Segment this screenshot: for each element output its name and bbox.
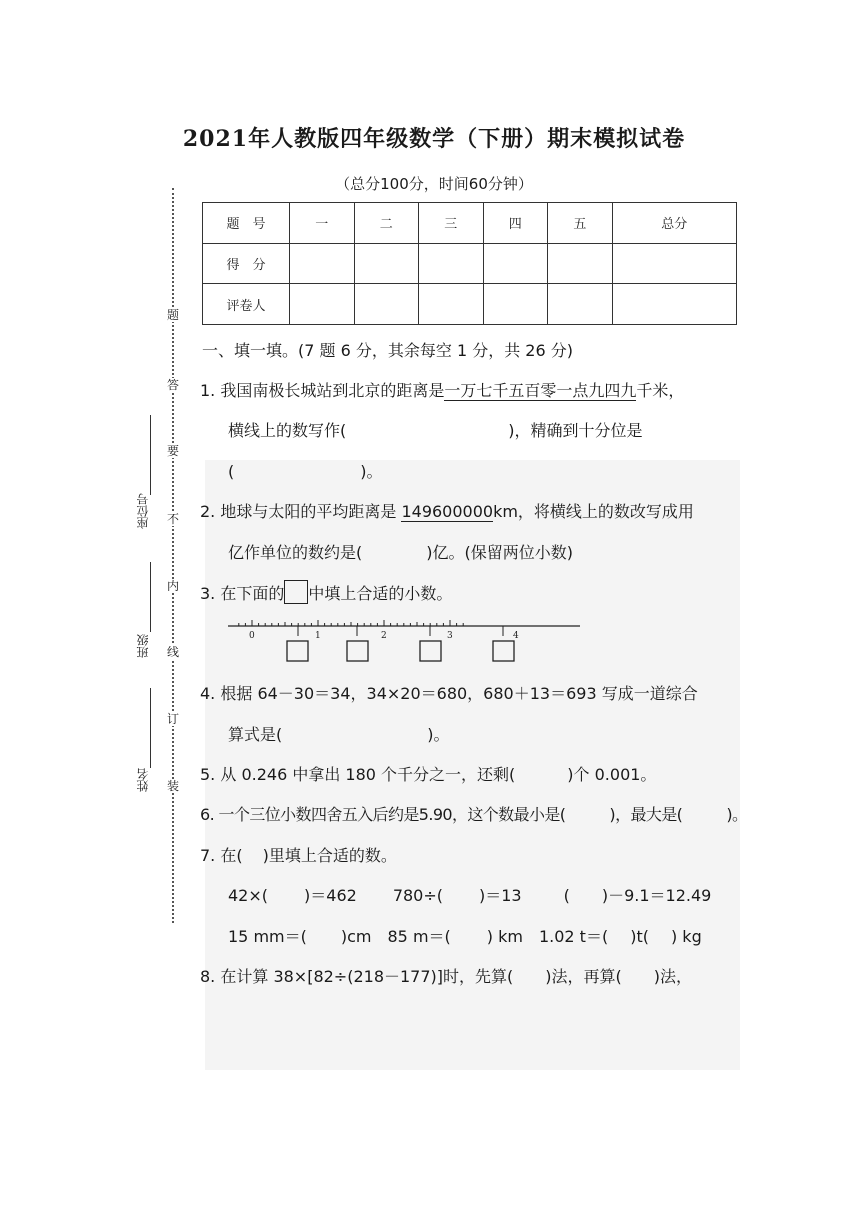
table-cell-header: 四 xyxy=(483,203,548,244)
q8-text-mid: )法，再算( xyxy=(545,967,622,986)
q7-r1c: 780÷( xyxy=(392,886,443,905)
binding-char-6: 线 xyxy=(166,645,179,659)
score-table xyxy=(202,202,737,325)
score-input-cell[interactable] xyxy=(419,243,484,284)
binding-char-4: 不 xyxy=(166,512,179,526)
answer-box-1[interactable] xyxy=(287,641,308,661)
q2-text-end: km，将横线上的数改写成用 xyxy=(493,502,694,521)
table-cell-header: 三 xyxy=(419,203,484,244)
table-cell-header: 一 xyxy=(290,203,355,244)
binding-char-8: 装 xyxy=(166,779,179,793)
name-label: 姓名 xyxy=(136,768,150,792)
page-subtitle: （总分100分，时间60分钟） xyxy=(335,175,533,193)
q7-r1d: )＝13 xyxy=(479,886,522,905)
q7-r1f: )－9.1＝12.49 xyxy=(601,886,712,905)
q7-r1e: ( xyxy=(563,886,570,905)
class-line xyxy=(150,562,151,632)
q1-open-paren: ( xyxy=(228,462,235,481)
question-4: 4. 根据 64－30＝34，34×20＝680，680＋13＝693 写成一道综合 xyxy=(200,684,698,703)
score-input-cell[interactable] xyxy=(354,243,419,284)
binding-dotted-line xyxy=(172,188,174,923)
question-1 xyxy=(200,378,684,401)
binding-char-2: 答 xyxy=(166,378,179,392)
table-row-label: 得 分 xyxy=(203,243,290,284)
table-cell-header: 五 xyxy=(548,203,613,244)
score-input-cell[interactable] xyxy=(290,243,355,284)
question-7 xyxy=(200,843,397,866)
seat-number-label: 座位号 xyxy=(136,493,150,529)
tick-label-3: 3 xyxy=(447,631,453,641)
question-3 xyxy=(200,580,452,604)
binding-char-3: 要 xyxy=(166,444,179,458)
q4-close: )。 xyxy=(427,725,450,744)
grader-input-cell[interactable] xyxy=(290,284,355,325)
q1-close-paren: )。 xyxy=(360,462,383,481)
score-table-row xyxy=(203,284,737,325)
name-line xyxy=(150,688,151,768)
table-cell-header: 总分 xyxy=(612,203,736,244)
score-table-row xyxy=(203,243,737,284)
tick-label-2: 2 xyxy=(381,631,387,641)
q7-r2a: 15 mm＝( xyxy=(228,927,307,946)
seat-number-line xyxy=(150,415,151,495)
q7-text: 7. 在( xyxy=(200,846,243,865)
question-7-row-2 xyxy=(228,924,702,947)
question-8 xyxy=(200,964,692,987)
binding-char-7: 订 xyxy=(166,712,179,726)
q5-text-end: )个 0.001。 xyxy=(567,765,657,784)
question-4-line-2 xyxy=(228,722,450,745)
answer-box-3[interactable] xyxy=(420,641,441,661)
question-1-line-2 xyxy=(228,418,643,441)
q6-text: 6. 一个三位小数四舍五入后约是5.90，这个数最小是( xyxy=(200,805,566,824)
table-cell-header: 二 xyxy=(354,203,419,244)
score-input-cell[interactable] xyxy=(612,243,736,284)
binding-char-1: 题 xyxy=(166,308,179,322)
question-1-line-3 xyxy=(228,459,383,482)
q7-r2c: 85 m＝( xyxy=(387,927,451,946)
q4-prompt: 算式是( xyxy=(228,725,283,744)
q3-text: 3. 在下面的 xyxy=(200,584,285,603)
q1-text: 1. 我国南极长城站到北京的距离是 xyxy=(200,381,445,400)
q2-prompt: 亿作单位的数约是( xyxy=(228,543,363,562)
grader-input-cell[interactable] xyxy=(419,284,484,325)
table-cell-header: 题 号 xyxy=(203,203,290,244)
question-2 xyxy=(200,499,694,522)
answer-box-icon xyxy=(284,580,308,604)
q7-r2g: ) kg xyxy=(670,927,702,946)
q5-text: 5. 从 0.246 中拿出 180 个千分之一，还剩( xyxy=(200,765,516,784)
score-input-cell[interactable] xyxy=(483,243,548,284)
question-6 xyxy=(200,802,747,825)
grader-input-cell[interactable] xyxy=(548,284,613,325)
tick-label-1: 1 xyxy=(315,631,321,641)
page-title: 2021年人教版四年级数学（下册）期末模拟试卷 xyxy=(182,126,686,152)
q7-r2f: )t( xyxy=(630,927,649,946)
score-table-header-row xyxy=(203,203,737,244)
q7-text-end: )里填上合适的数。 xyxy=(262,846,397,865)
table-row-label: 评卷人 xyxy=(203,284,290,325)
q7-r2b: )cm xyxy=(340,927,372,946)
q7-r1b: )＝462 xyxy=(304,886,357,905)
binding-char-5: 内 xyxy=(166,579,179,593)
answer-box-4[interactable] xyxy=(493,641,514,661)
q2-text: 2. 地球与太阳的平均距离是 xyxy=(200,502,402,521)
number-line xyxy=(222,616,586,668)
answer-box-2[interactable] xyxy=(347,641,368,661)
class-label: 班级 xyxy=(136,634,150,658)
q8-text: 8. 在计算 38×[82÷(218－177)]时，先算( xyxy=(200,967,514,986)
section-heading: 一、填一填。(7 题 6 分，其余每空 1 分，共 26 分) xyxy=(202,341,573,360)
q1-prompt-2: )，精确到十分位是 xyxy=(508,421,643,440)
question-2-line-2 xyxy=(228,540,573,563)
question-5 xyxy=(200,762,656,785)
q3-text-end: 中填上合适的小数。 xyxy=(308,584,453,603)
grader-input-cell[interactable] xyxy=(612,284,736,325)
q1-underlined-number: 一万七千五百零一点九四九 xyxy=(444,381,637,400)
q2-prompt-2: )亿。(保留两位小数) xyxy=(426,543,573,562)
q1-text-end: 千米， xyxy=(636,381,685,400)
grader-input-cell[interactable] xyxy=(483,284,548,325)
q7-r1a: 42×( xyxy=(228,886,269,905)
q2-underlined-number: 149600000 xyxy=(401,502,494,521)
grader-input-cell[interactable] xyxy=(354,284,419,325)
tick-label-4: 4 xyxy=(513,631,519,641)
q7-r2e: 1.02 t＝( xyxy=(538,927,609,946)
question-7-row-1 xyxy=(228,883,711,906)
q8-text-end: )法， xyxy=(653,967,693,986)
q6-text-end: )。 xyxy=(726,805,748,824)
tick-label-0: 0 xyxy=(249,631,255,641)
score-input-cell[interactable] xyxy=(548,243,613,284)
q1-prompt: 横线上的数写作( xyxy=(228,421,347,440)
q7-r2d: ) km xyxy=(486,927,523,946)
q6-text-mid: )，最大是( xyxy=(609,805,683,824)
